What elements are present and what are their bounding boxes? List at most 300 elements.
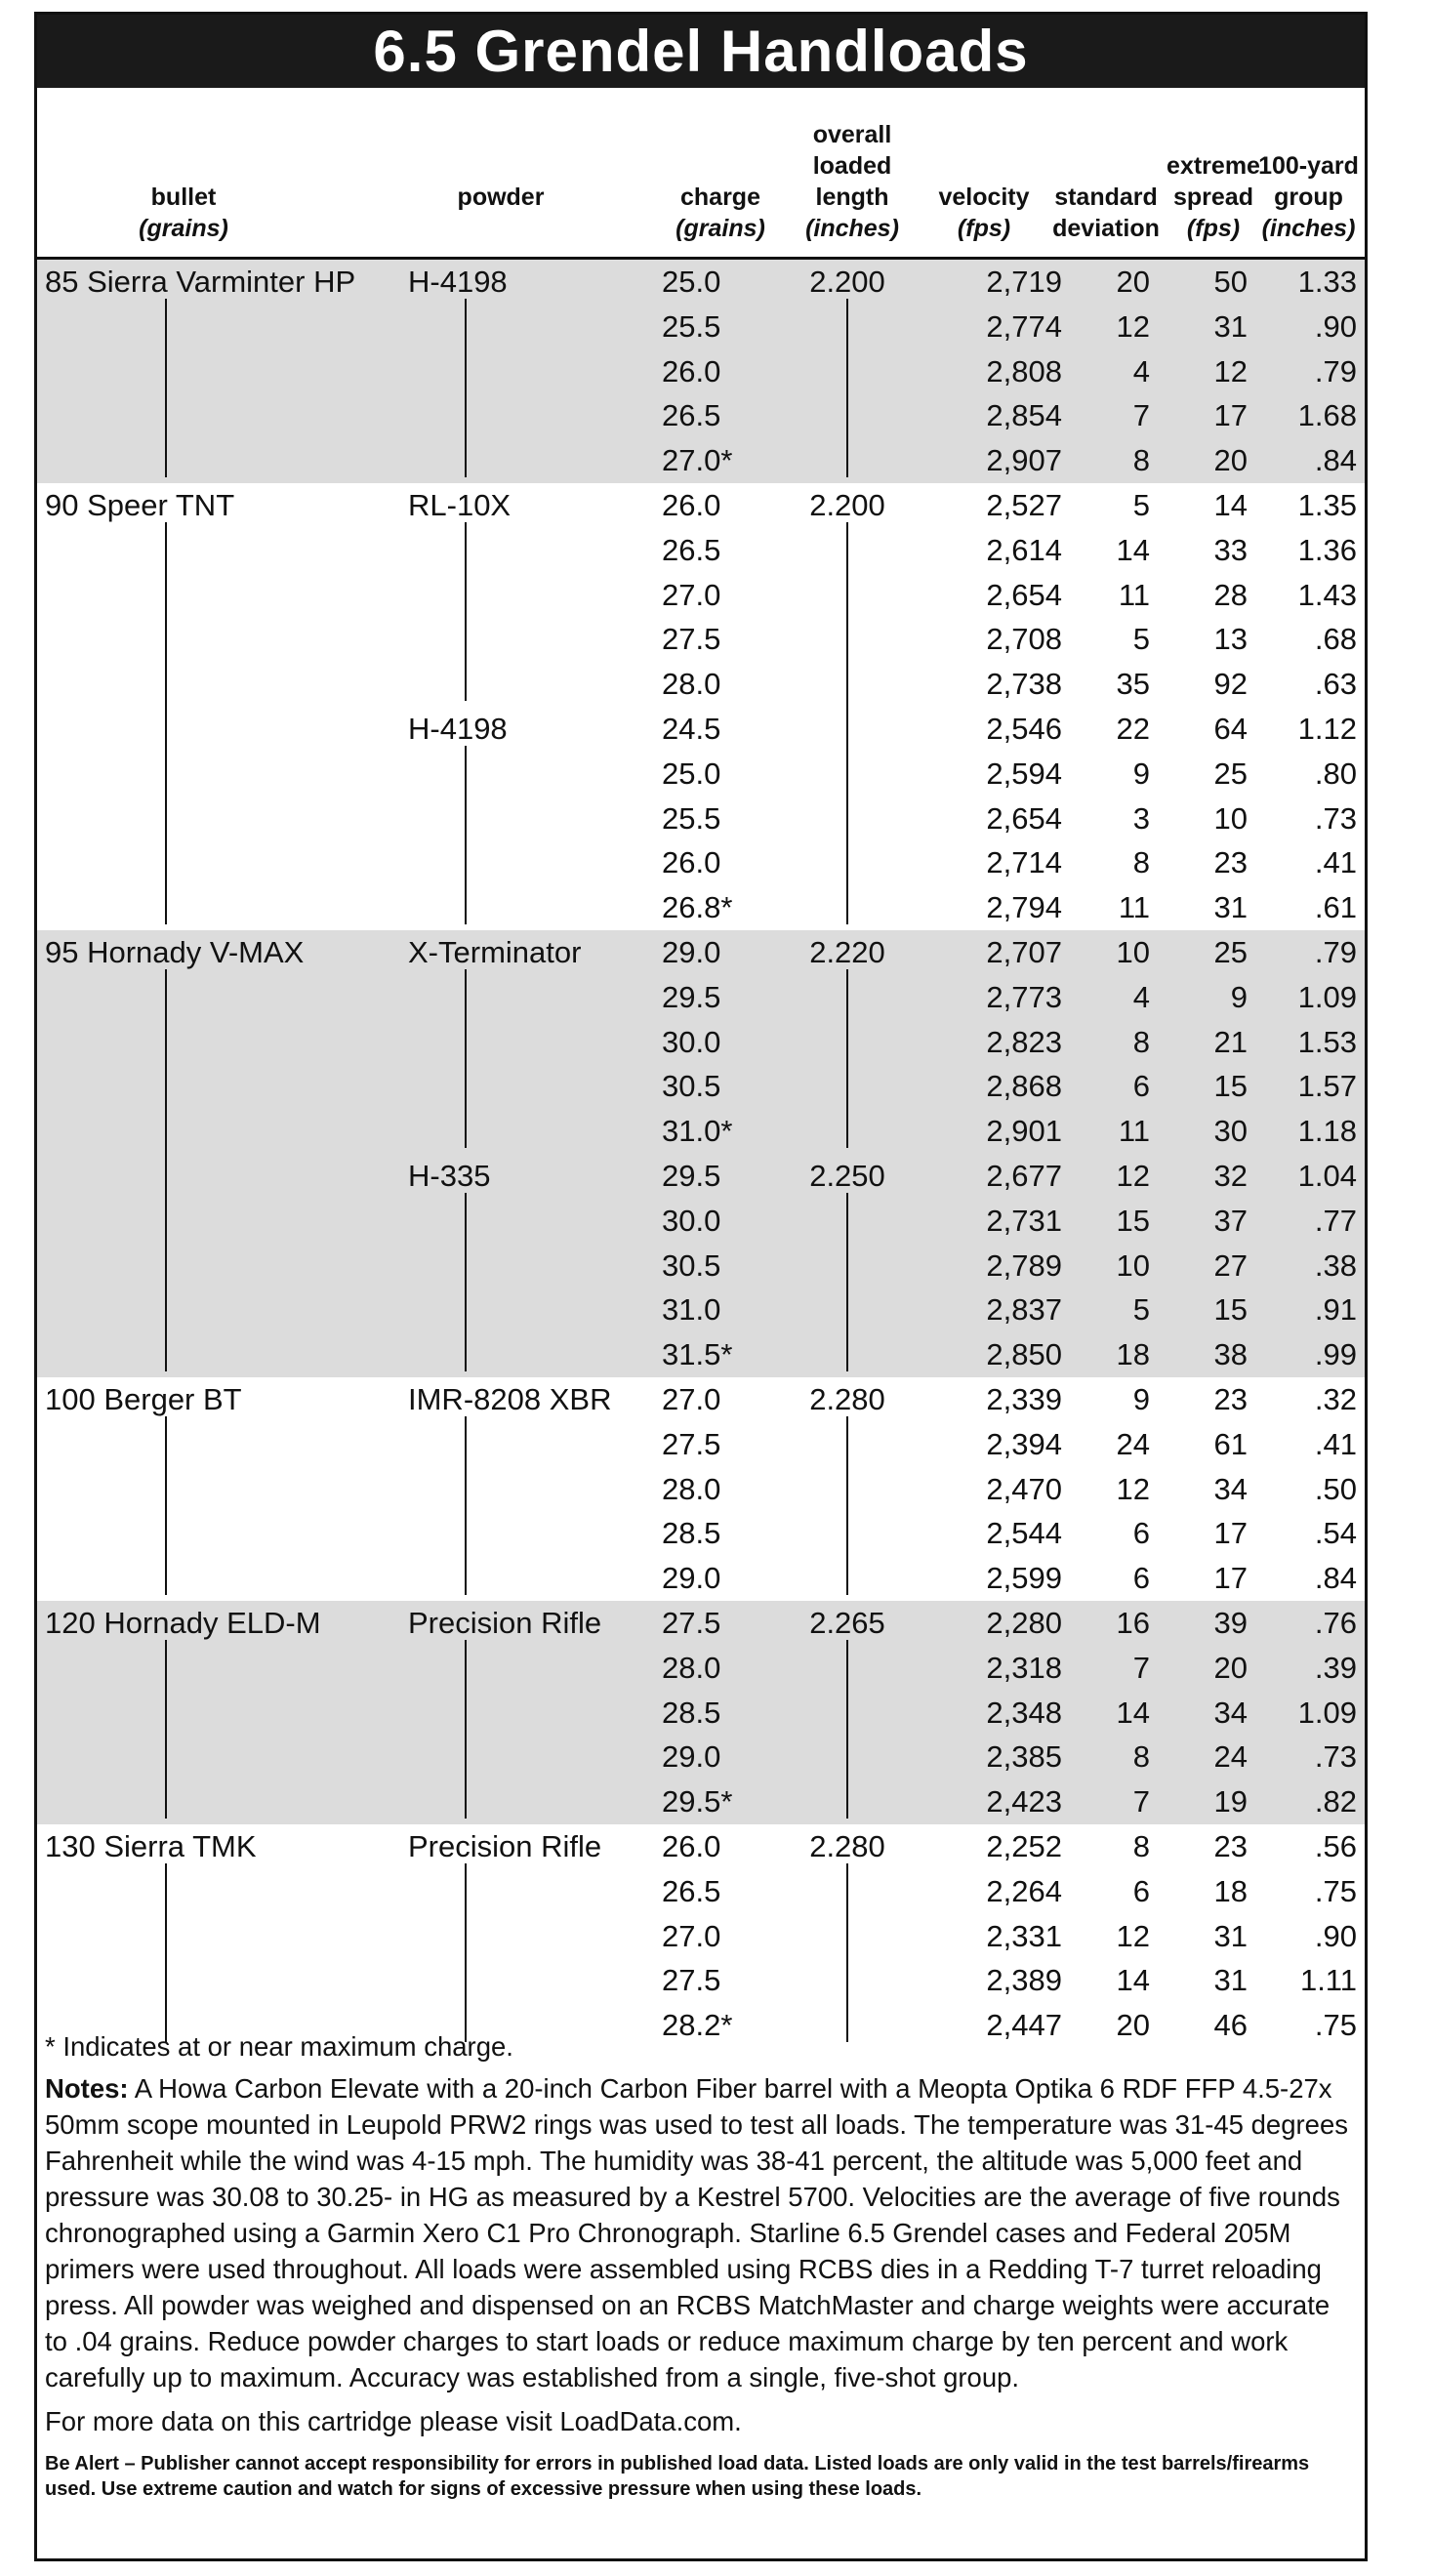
continuation-line — [465, 969, 467, 1148]
load-data-table-frame — [34, 12, 1368, 2561]
load-group — [37, 260, 1365, 483]
continuation-line — [846, 1863, 848, 2042]
velocity-cell: 2,527 — [986, 488, 1062, 522]
charge-cell: 29.5 — [662, 1158, 721, 1193]
charge-cell: 31.0 — [662, 1292, 721, 1328]
continuation-line — [846, 299, 848, 477]
table-row — [37, 885, 1365, 930]
continuation-line — [846, 969, 848, 1148]
group-cell: 1.12 — [1297, 711, 1357, 746]
sd-cell: 24 — [1116, 1426, 1150, 1461]
velocity-cell: 2,738 — [986, 667, 1062, 702]
powder-cell: H-335 — [408, 1158, 491, 1193]
group-cell: .38 — [1314, 1247, 1357, 1283]
footnote: * Indicates at or near maximum charge. — [45, 2031, 513, 2062]
charge-cell: 30.5 — [662, 1247, 721, 1283]
charge-cell: 29.0 — [662, 1561, 721, 1596]
table-row — [37, 1109, 1365, 1154]
velocity-cell: 2,794 — [986, 890, 1062, 925]
es-cell: 23 — [1213, 1382, 1248, 1416]
header-powder — [423, 182, 579, 244]
charge-cell: 26.0 — [662, 353, 721, 388]
table-row — [37, 1958, 1365, 2003]
header-group-line1: 100-yard — [1258, 152, 1359, 180]
bullet-cell: 95 Hornady V-MAX — [45, 935, 305, 969]
es-cell: 46 — [1213, 2008, 1248, 2043]
group-cell: .73 — [1314, 800, 1357, 836]
velocity-cell: 2,348 — [986, 1695, 1062, 1730]
oal-cell: 2.200 — [809, 265, 885, 299]
header-bullet — [96, 182, 271, 244]
continuation-line — [165, 299, 167, 477]
header-bullet-unit: (grains) — [139, 215, 228, 242]
sd-cell: 18 — [1116, 1337, 1150, 1372]
powder-cell: H-4198 — [408, 265, 508, 299]
continuation-line — [465, 522, 467, 701]
table-row — [37, 617, 1365, 662]
load-group — [37, 1824, 1365, 2048]
sd-cell: 10 — [1116, 1247, 1150, 1283]
velocity-cell: 2,331 — [986, 1918, 1062, 1953]
charge-cell: 25.0 — [662, 265, 721, 299]
charge-cell: 28.0 — [662, 1471, 721, 1506]
group-cell: 1.11 — [1299, 1963, 1357, 1998]
es-cell: 28 — [1213, 577, 1248, 612]
es-cell: 39 — [1213, 1606, 1248, 1640]
group-cell: .32 — [1314, 1382, 1357, 1416]
charge-cell: 30.0 — [662, 1203, 721, 1238]
group-cell: .90 — [1314, 1918, 1357, 1953]
velocity-cell: 2,719 — [986, 265, 1062, 299]
velocity-cell: 2,823 — [986, 1024, 1062, 1059]
es-cell: 15 — [1213, 1069, 1248, 1104]
powder-cell: Precision Rifle — [408, 1606, 602, 1640]
sd-cell: 11 — [1118, 890, 1150, 925]
header-group — [1252, 150, 1365, 244]
table-row — [37, 1199, 1365, 1244]
table-row — [37, 975, 1365, 1020]
es-cell: 25 — [1213, 935, 1248, 969]
charge-cell: 28.0 — [662, 1650, 721, 1685]
group-cell: .84 — [1314, 443, 1357, 478]
more-data-text: For more data on this cartridge please visit LoadData.com. — [45, 2406, 742, 2436]
header-oal-unit: (inches) — [805, 215, 899, 242]
table-row — [37, 1556, 1365, 1601]
velocity-cell: 2,654 — [986, 800, 1062, 836]
table-row — [37, 1377, 1365, 1422]
charge-cell: 27.5 — [662, 622, 721, 657]
group-cell: .54 — [1314, 1516, 1357, 1551]
velocity-cell: 2,854 — [986, 398, 1062, 433]
es-cell: 20 — [1213, 443, 1248, 478]
charge-cell: 27.0* — [662, 443, 733, 478]
es-cell: 19 — [1213, 1784, 1248, 1820]
charge-cell: 26.5 — [662, 398, 721, 433]
sd-cell: 8 — [1132, 1829, 1150, 1863]
velocity-cell: 2,901 — [986, 1114, 1062, 1149]
page-title: 6.5 Grendel Handloads — [37, 15, 1365, 88]
table-row — [37, 1244, 1365, 1288]
charge-cell: 27.5 — [662, 1426, 721, 1461]
sd-cell: 16 — [1116, 1606, 1150, 1640]
header-bullet-label: bullet — [150, 184, 217, 211]
continuation-line — [465, 1640, 467, 1819]
group-cell: .39 — [1314, 1650, 1357, 1685]
sd-cell: 11 — [1118, 577, 1150, 612]
velocity-cell: 2,339 — [986, 1382, 1062, 1416]
charge-cell: 28.5 — [662, 1695, 721, 1730]
group-cell: .41 — [1314, 845, 1357, 880]
header-sd-line2: deviation — [1052, 215, 1160, 242]
notes-section — [45, 2028, 1358, 2502]
es-cell: 34 — [1213, 1695, 1248, 1730]
charge-cell: 27.0 — [662, 1918, 721, 1953]
sd-cell: 12 — [1116, 1471, 1150, 1506]
table-row — [37, 662, 1365, 707]
powder-cell: X-Terminator — [408, 935, 582, 969]
group-cell: 1.68 — [1297, 398, 1357, 433]
table-row — [37, 1914, 1365, 1959]
sd-cell: 14 — [1116, 1963, 1150, 1998]
notes-label: Notes: — [45, 2073, 129, 2104]
sd-cell: 5 — [1132, 488, 1150, 522]
velocity-cell: 2,868 — [986, 1069, 1062, 1104]
velocity-cell: 2,280 — [986, 1606, 1062, 1640]
table-row — [37, 1332, 1365, 1377]
es-cell: 33 — [1213, 532, 1248, 567]
es-cell: 17 — [1213, 398, 1248, 433]
velocity-cell: 2,907 — [986, 443, 1062, 478]
continuation-line — [846, 522, 848, 924]
continuation-line — [165, 1416, 167, 1595]
charge-cell: 30.5 — [662, 1069, 721, 1104]
header-sd-line1: standard — [1054, 184, 1158, 211]
group-cell: 1.36 — [1297, 532, 1357, 567]
es-cell: 25 — [1213, 756, 1248, 791]
header-oal-line2: loaded — [812, 152, 892, 180]
sd-cell: 7 — [1132, 1784, 1150, 1820]
table-row — [37, 305, 1365, 349]
alert-disclaimer: Be Alert – Publisher cannot accept responsibility for errors in published load data. Listed loads are only valid in the test barrels/firearms used. Use extreme caution and watch for signs of excessive pressure when using these loads. — [45, 2453, 1310, 2500]
continuation-line — [465, 746, 467, 924]
es-cell: 14 — [1213, 488, 1248, 522]
group-cell: .82 — [1314, 1784, 1357, 1820]
charge-cell: 27.0 — [662, 1382, 721, 1416]
sd-cell: 20 — [1116, 265, 1150, 299]
table-row — [37, 528, 1365, 573]
es-cell: 50 — [1213, 265, 1248, 299]
table-row — [37, 573, 1365, 618]
continuation-line — [165, 969, 167, 1371]
continuation-line — [846, 1640, 848, 1819]
table-row — [37, 1824, 1365, 1869]
group-cell: .61 — [1314, 890, 1357, 925]
es-cell: 15 — [1213, 1292, 1248, 1328]
group-cell: .68 — [1314, 622, 1357, 657]
es-cell: 21 — [1213, 1024, 1248, 1059]
es-cell: 17 — [1213, 1561, 1248, 1596]
oal-cell: 2.220 — [809, 935, 885, 969]
continuation-line — [165, 1863, 167, 2042]
sd-cell: 6 — [1132, 1516, 1150, 1551]
powder-cell: H-4198 — [408, 711, 508, 746]
velocity-cell: 2,850 — [986, 1337, 1062, 1372]
continuation-line — [465, 1193, 467, 1371]
sd-cell: 20 — [1116, 2008, 1150, 2043]
powder-cell: Precision Rifle — [408, 1829, 602, 1863]
es-cell: 31 — [1213, 1963, 1248, 1998]
charge-cell: 28.0 — [662, 667, 721, 702]
group-cell: .79 — [1314, 353, 1357, 388]
sd-cell: 14 — [1116, 532, 1150, 567]
es-cell: 32 — [1213, 1158, 1248, 1193]
oal-cell: 2.280 — [809, 1382, 885, 1416]
header-velocity-unit: (fps) — [957, 215, 1011, 242]
table-row — [37, 1154, 1365, 1199]
group-cell: .73 — [1314, 1739, 1357, 1775]
velocity-cell: 2,708 — [986, 622, 1062, 657]
es-cell: 61 — [1213, 1426, 1248, 1461]
sd-cell: 5 — [1132, 1292, 1150, 1328]
velocity-cell: 2,389 — [986, 1963, 1062, 1998]
table-row — [37, 1020, 1365, 1065]
header-es-line2: spread — [1173, 184, 1253, 211]
sd-cell: 8 — [1132, 443, 1150, 478]
velocity-cell: 2,774 — [986, 308, 1062, 344]
velocity-cell: 2,614 — [986, 532, 1062, 567]
group-cell: 1.09 — [1297, 1695, 1357, 1730]
sd-cell: 5 — [1132, 622, 1150, 657]
charge-cell: 29.5* — [662, 1784, 733, 1820]
table-row — [37, 752, 1365, 797]
table-header — [37, 98, 1365, 254]
table-row — [37, 1422, 1365, 1467]
group-cell: .80 — [1314, 756, 1357, 791]
velocity-cell: 2,599 — [986, 1561, 1062, 1596]
velocity-cell: 2,318 — [986, 1650, 1062, 1685]
charge-cell: 24.5 — [662, 711, 721, 746]
es-cell: 31 — [1213, 1918, 1248, 1953]
group-cell: .76 — [1314, 1606, 1357, 1640]
sd-cell: 7 — [1132, 1650, 1150, 1685]
es-cell: 12 — [1213, 353, 1248, 388]
header-group-line2: group — [1274, 184, 1343, 211]
charge-cell: 26.8* — [662, 890, 733, 925]
group-cell: .84 — [1314, 1561, 1357, 1596]
charge-cell: 29.0 — [662, 1739, 721, 1775]
bullet-cell: 130 Sierra TMK — [45, 1829, 257, 1863]
powder-cell: RL-10X — [408, 488, 512, 522]
sd-cell: 4 — [1132, 979, 1150, 1014]
es-cell: 64 — [1213, 711, 1248, 746]
table-row — [37, 393, 1365, 438]
header-charge — [652, 182, 789, 244]
notes-paragraph — [45, 2070, 1358, 2395]
charge-cell: 27.5 — [662, 1963, 721, 1998]
es-cell: 30 — [1213, 1114, 1248, 1149]
velocity-cell: 2,470 — [986, 1471, 1062, 1506]
es-cell: 92 — [1213, 667, 1248, 702]
group-cell: 1.43 — [1297, 577, 1357, 612]
sd-cell: 8 — [1132, 1739, 1150, 1775]
sd-cell: 35 — [1116, 667, 1150, 702]
es-cell: 18 — [1213, 1873, 1248, 1908]
header-velocity-label: velocity — [938, 184, 1030, 211]
es-cell: 37 — [1213, 1203, 1248, 1238]
table-body — [37, 260, 1365, 2048]
velocity-cell: 2,546 — [986, 711, 1062, 746]
header-charge-label: charge — [680, 184, 760, 211]
group-cell: .77 — [1314, 1203, 1357, 1238]
load-group — [37, 483, 1365, 930]
charge-cell: 26.0 — [662, 845, 721, 880]
bullet-cell: 100 Berger BT — [45, 1382, 242, 1416]
velocity-cell: 2,714 — [986, 845, 1062, 880]
load-group — [37, 1377, 1365, 1601]
table-row — [37, 1511, 1365, 1556]
charge-cell: 25.5 — [662, 800, 721, 836]
load-group — [37, 1601, 1365, 1824]
group-cell: .41 — [1314, 1426, 1357, 1461]
es-cell: 38 — [1213, 1337, 1248, 1372]
charge-cell: 31.5* — [662, 1337, 733, 1372]
table-row — [37, 1288, 1365, 1332]
velocity-cell: 2,594 — [986, 756, 1062, 791]
es-cell: 13 — [1213, 622, 1248, 657]
table-row — [37, 930, 1365, 975]
group-cell: 1.35 — [1297, 488, 1357, 522]
velocity-cell: 2,773 — [986, 979, 1062, 1014]
charge-cell: 26.5 — [662, 532, 721, 567]
header-sd — [1043, 182, 1169, 244]
charge-cell: 26.5 — [662, 1873, 721, 1908]
header-es-line1: extreme — [1167, 152, 1260, 180]
sd-cell: 10 — [1116, 935, 1150, 969]
charge-cell: 26.0 — [662, 488, 721, 522]
velocity-cell: 2,808 — [986, 353, 1062, 388]
group-cell: .99 — [1314, 1337, 1357, 1372]
group-cell: 1.57 — [1297, 1069, 1357, 1104]
group-cell: 1.18 — [1297, 1114, 1357, 1149]
table-row — [37, 797, 1365, 841]
oal-cell: 2.250 — [809, 1158, 885, 1193]
velocity-cell: 2,837 — [986, 1292, 1062, 1328]
velocity-cell: 2,707 — [986, 935, 1062, 969]
es-cell: 17 — [1213, 1516, 1248, 1551]
group-cell: .50 — [1314, 1471, 1357, 1506]
charge-cell: 29.5 — [662, 979, 721, 1014]
velocity-cell: 2,385 — [986, 1739, 1062, 1775]
charge-cell: 28.2* — [662, 2008, 733, 2043]
sd-cell: 11 — [1118, 1114, 1150, 1149]
group-cell: .75 — [1314, 1873, 1357, 1908]
charge-cell: 25.0 — [662, 756, 721, 791]
sd-cell: 4 — [1132, 353, 1150, 388]
bullet-cell: 85 Sierra Varminter HP — [45, 265, 356, 299]
continuation-line — [165, 522, 167, 924]
table-row — [37, 1779, 1365, 1824]
es-cell: 10 — [1213, 800, 1248, 836]
group-cell: .56 — [1314, 1829, 1357, 1863]
charge-cell: 27.0 — [662, 577, 721, 612]
table-row — [37, 438, 1365, 483]
velocity-cell: 2,264 — [986, 1873, 1062, 1908]
group-cell: 1.09 — [1297, 979, 1357, 1014]
bullet-cell: 120 Hornady ELD-M — [45, 1606, 321, 1640]
continuation-line — [165, 1640, 167, 1819]
charge-cell: 30.0 — [662, 1024, 721, 1059]
velocity-cell: 2,394 — [986, 1426, 1062, 1461]
group-cell: 1.33 — [1297, 265, 1357, 299]
sd-cell: 7 — [1132, 398, 1150, 433]
es-cell: 31 — [1213, 308, 1248, 344]
es-cell: 20 — [1213, 1650, 1248, 1685]
velocity-cell: 2,789 — [986, 1247, 1062, 1283]
oal-cell: 2.265 — [809, 1606, 885, 1640]
velocity-cell: 2,447 — [986, 2008, 1062, 2043]
table-row — [37, 1064, 1365, 1109]
sd-cell: 15 — [1116, 1203, 1150, 1238]
velocity-cell: 2,252 — [986, 1829, 1062, 1863]
group-cell: 1.53 — [1297, 1024, 1357, 1059]
load-group — [37, 930, 1365, 1377]
table-row — [37, 349, 1365, 394]
table-row — [37, 1869, 1365, 1914]
header-oal — [789, 119, 916, 244]
continuation-line — [846, 1193, 848, 1371]
table-row — [37, 260, 1365, 305]
velocity-cell: 2,654 — [986, 577, 1062, 612]
sd-cell: 14 — [1116, 1695, 1150, 1730]
notes-text: A Howa Carbon Elevate with a 20-inch Carbon Fiber barrel with a Meopta Optika 6 RDF FFP 4.5-27x 50mm scope mounted in Leupold PRW2 rings was used to test all loads. The temperature was 31-45 degrees Fahrenheit while the wind was 4-15 mph. The humidity was 38-41 percent, the altitude was 5,000 feet and pressure was 30.08 to 30.25- in HG as measured by a Kestrel 5700. Velocities are the average of five rounds chronographed using a Garmin Xero C1 Pro Chronograph. Starline 6.5 Grendel cases and Federal 205M primers were used throughout. All loads were assembled using RCBS dies in a Redding T-7 turret reloading press. All powder was weighed and dispensed on an RCBS MatchMaster and charge weights were accurate to .04 grains. Reduce powder charges to start loads or reduce maximum charge by ten percent and work carefully up to maximum. Accuracy was established from a single, five-shot group. — [45, 2073, 1348, 2392]
table-row — [37, 1467, 1365, 1512]
charge-cell: 28.5 — [662, 1516, 721, 1551]
charge-cell: 31.0* — [662, 1114, 733, 1149]
es-cell: 24 — [1213, 1739, 1248, 1775]
sd-cell: 6 — [1132, 1873, 1150, 1908]
sd-cell: 6 — [1132, 1069, 1150, 1104]
header-oal-line1: overall — [812, 121, 892, 148]
header-es-unit: (fps) — [1186, 215, 1241, 242]
oal-cell: 2.200 — [809, 488, 885, 522]
es-cell: 9 — [1230, 979, 1248, 1014]
oal-cell: 2.280 — [809, 1829, 885, 1863]
es-cell: 31 — [1213, 890, 1248, 925]
sd-cell: 22 — [1116, 711, 1150, 746]
bullet-cell: 90 Speer TNT — [45, 488, 235, 522]
continuation-line — [465, 299, 467, 477]
sd-cell: 3 — [1132, 800, 1150, 836]
sd-cell: 12 — [1116, 308, 1150, 344]
sd-cell: 8 — [1132, 845, 1150, 880]
header-group-unit: (inches) — [1261, 215, 1356, 242]
es-cell: 23 — [1213, 1829, 1248, 1863]
group-cell: .79 — [1314, 935, 1357, 969]
header-powder-label: powder — [457, 184, 545, 211]
header-es — [1165, 150, 1262, 244]
header-velocity — [921, 182, 1047, 244]
group-cell: 1.04 — [1297, 1158, 1357, 1193]
charge-cell: 27.5 — [662, 1606, 721, 1640]
continuation-line — [846, 1416, 848, 1595]
group-cell: .75 — [1314, 2008, 1357, 2043]
sd-cell: 9 — [1132, 756, 1150, 791]
powder-cell: IMR-8208 XBR — [408, 1382, 612, 1416]
sd-cell: 6 — [1132, 1561, 1150, 1596]
sd-cell: 12 — [1116, 1158, 1150, 1193]
group-cell: .91 — [1314, 1292, 1357, 1328]
sd-cell: 12 — [1116, 1918, 1150, 1953]
